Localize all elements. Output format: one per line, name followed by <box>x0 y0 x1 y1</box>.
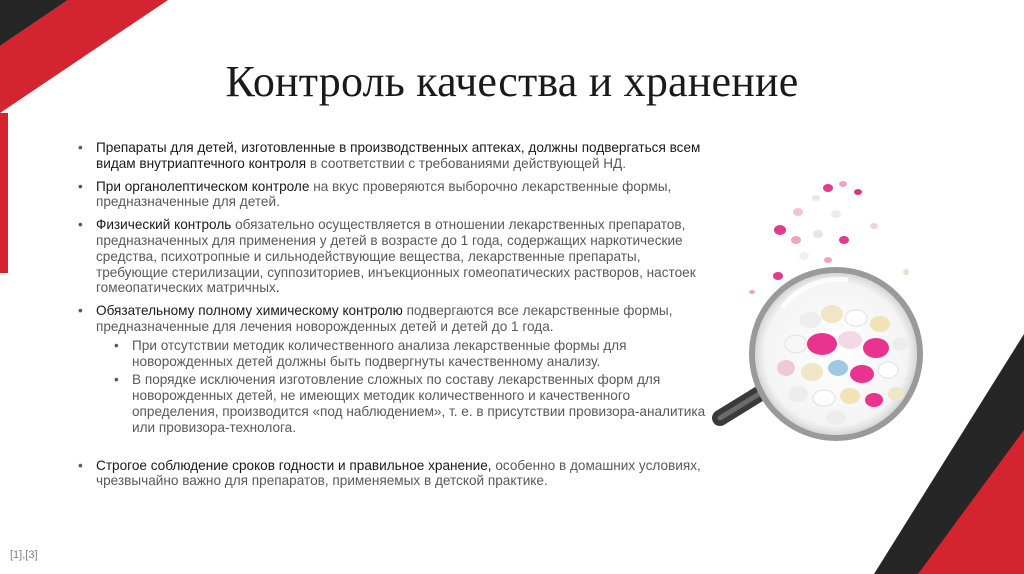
magnifier-pills-icon <box>698 168 948 468</box>
slide-title: Контроль качества и хранение <box>225 57 799 106</box>
bullet-item <box>74 458 714 490</box>
corner-decoration-left-bar <box>0 113 10 273</box>
bullet-text: в соответствии с требованиями действующей НД. <box>306 155 627 171</box>
bullet-tail: . <box>275 280 280 296</box>
bullet-heading: Препараты для детей, изготовленные в производственных аптеках, должны подвергаться всем видам внутриаптечного контроля <box>96 140 701 171</box>
bullet-heading: Обязательному полному химическому контролю <box>96 303 403 319</box>
bullet-item <box>74 140 714 172</box>
footnote-references: [1],[3] <box>10 549 38 561</box>
sub-bullet-item: • В порядке исключения изготовление сложных по составу лекарственных форм для новорожденных детей, не имеющих методик количественного и качественного определения, производится «под наблюдением», т. е. в присутствии провизора-аналитика или провизора-технолога. <box>96 372 714 435</box>
bullet-text: обязательно осуществляется в отношении лекарственных препаратов, предназначенных для применения у детей в возрасте до 1 года, содержащих наркотические средства, психотропные и сильнодействующие вещества, лекарственные препараты, требующие стерилизации, суппозиториев, инъекционных гомеопатических растворов, настоек гомеопатических матричных <box>96 217 696 296</box>
bullet-list <box>74 140 714 489</box>
bullet-text: на вкус проверяются выборочно лекарственные формы, предназначенные для детей. <box>96 178 672 210</box>
bullet-heading: Строгое соблюдение сроков годности и правильное хранение, <box>96 457 492 473</box>
bullet-text: особенно в домашних условиях, чрезвычайно важно для препаратов, применяемых в детской практике. <box>96 457 701 489</box>
sub-bullet-item: • При отсутствии методик количественного анализа лекарственные формы для новорожденных детей должны быть подвергнуты качественному анализу. <box>96 338 714 370</box>
sub-bullet-list <box>96 338 714 436</box>
bullet-item <box>74 217 714 296</box>
bullet-heading: Физический контроль <box>96 217 232 233</box>
bullet-item <box>74 179 714 211</box>
bullet-text: подвергаются все лекарственные формы, предназначенные для лечения новорожденных детей и детей до 1 года. <box>96 303 673 334</box>
content-body <box>74 140 714 496</box>
bullet-item <box>74 303 714 435</box>
bullet-heading: При органолептическом контроле <box>96 178 310 194</box>
